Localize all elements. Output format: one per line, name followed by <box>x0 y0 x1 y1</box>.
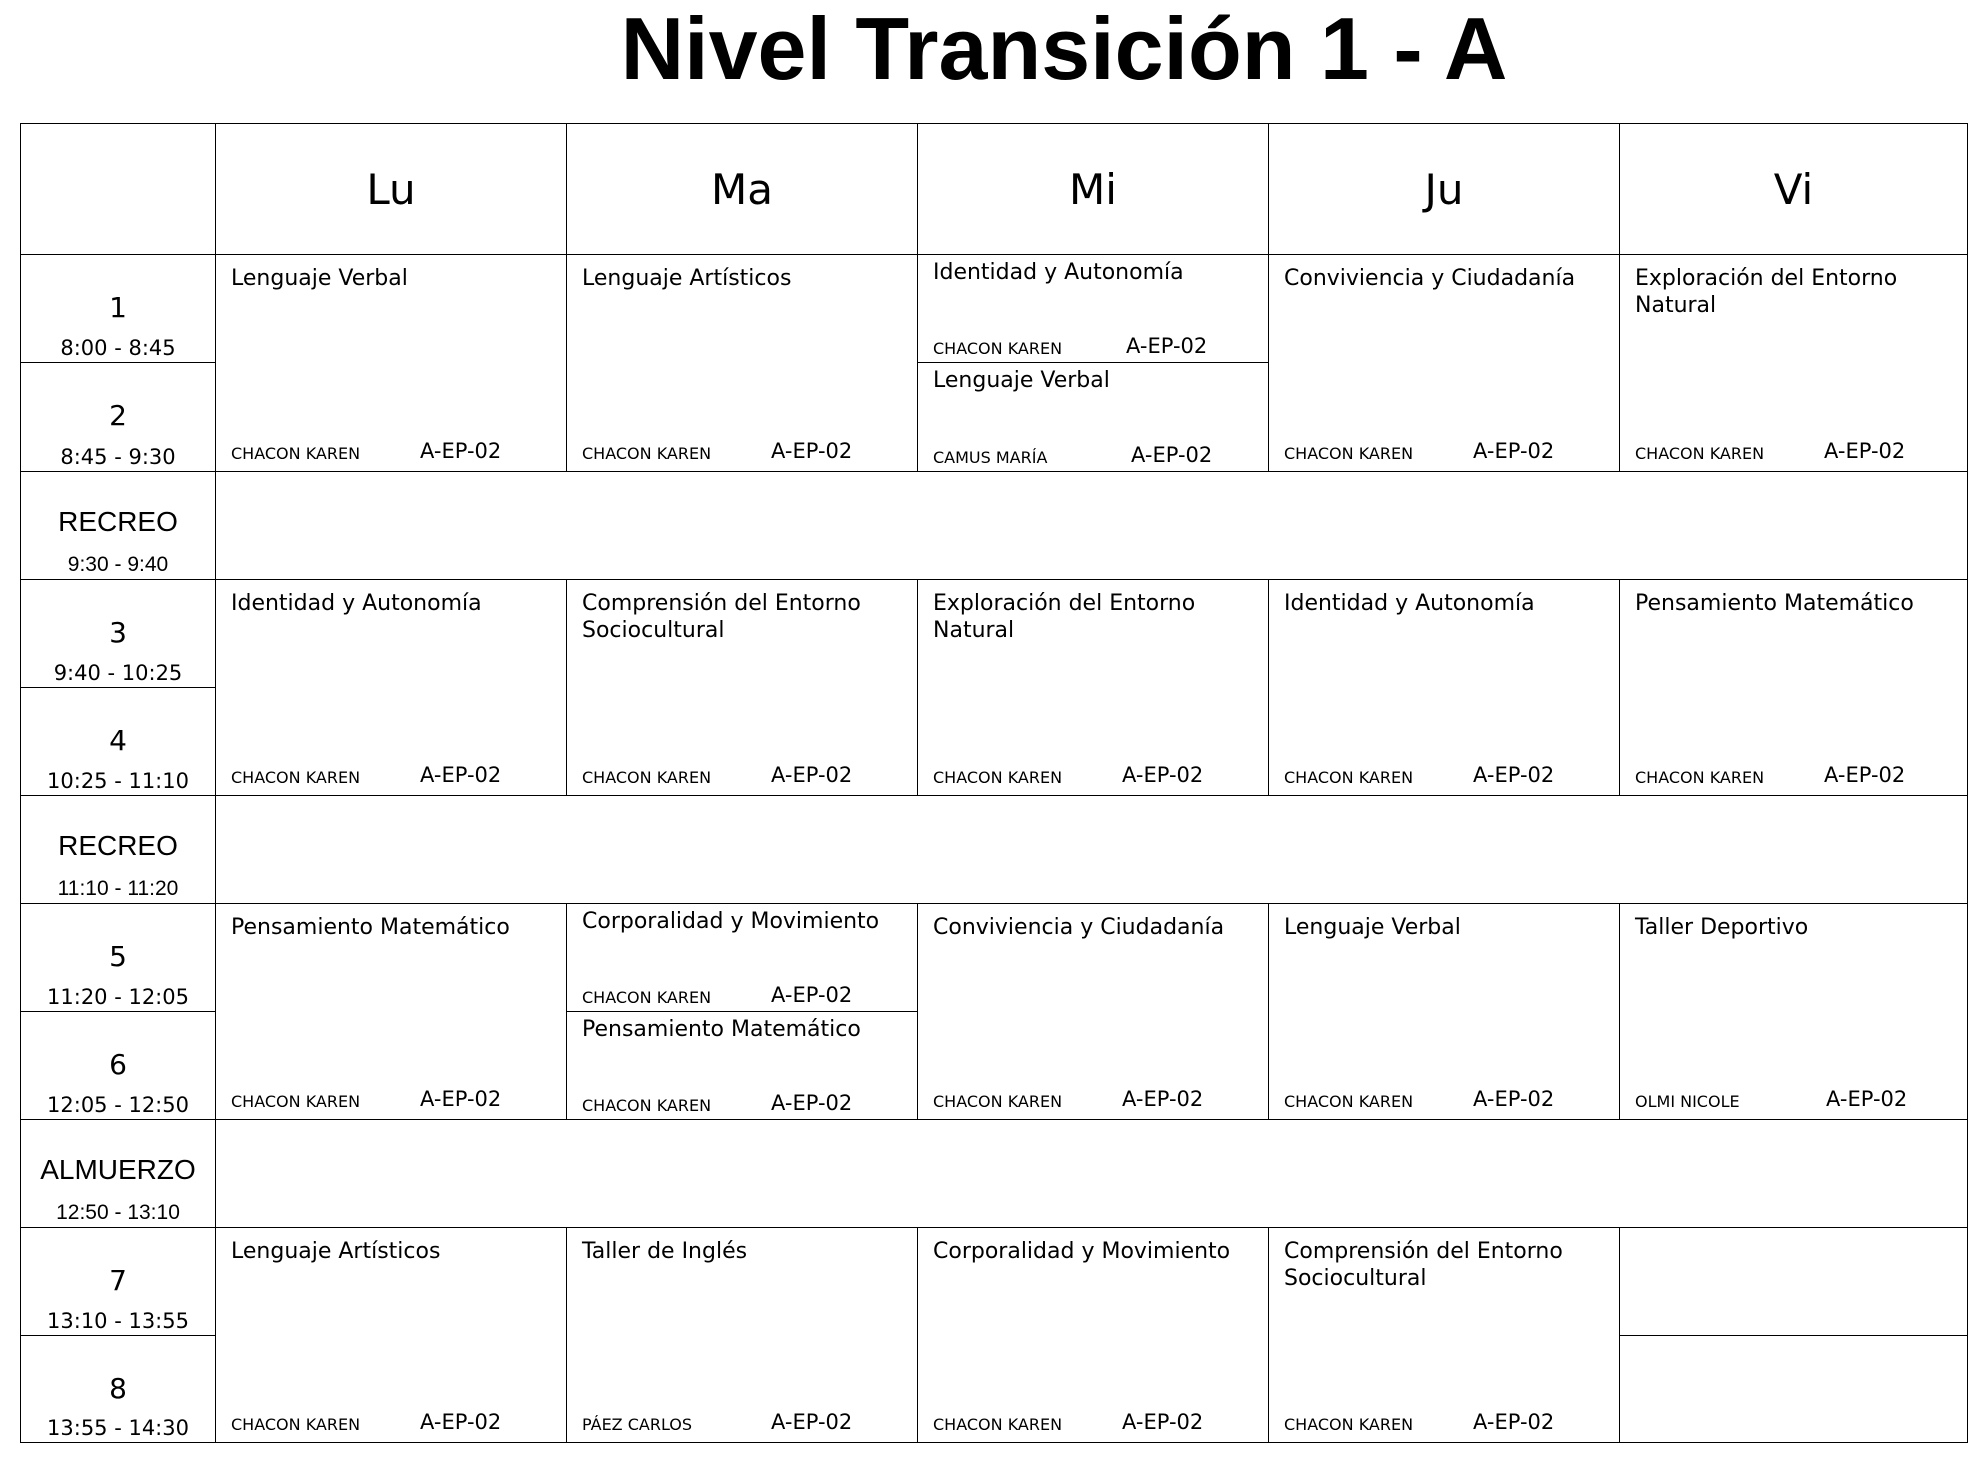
lesson-cell <box>215 903 567 1120</box>
room-code: A-EP-02 <box>771 1091 853 1115</box>
break-time: 11:10 - 11:20 <box>57 877 179 900</box>
period-number: 6 <box>109 1048 127 1081</box>
lesson-cell <box>566 579 918 796</box>
break-time: 12:50 - 13:10 <box>56 1201 180 1224</box>
period-4 <box>20 687 216 796</box>
room-code: A-EP-02 <box>1824 439 1906 463</box>
period-number: 2 <box>109 399 127 432</box>
break-recreo-2 <box>20 795 216 904</box>
subject-name: Lenguaje Artísticos <box>582 266 792 291</box>
lesson-cell <box>1619 254 1968 472</box>
subject-name: Pensamiento Matemático <box>231 915 510 940</box>
subject-name: Pensamiento Matemático <box>1635 591 1914 616</box>
teacher-name: CHACON KAREN <box>933 339 1063 358</box>
subject-name: Identidad y Autonomía <box>231 591 482 616</box>
break-span <box>215 1119 1968 1228</box>
period-number: 3 <box>109 616 127 649</box>
lesson-cell <box>566 903 918 1012</box>
lesson-cell <box>917 579 1269 796</box>
room-code: A-EP-02 <box>1122 1410 1204 1434</box>
teacher-name: CAMUS MARÍA <box>933 448 1048 467</box>
teacher-name: OLMI NICOLE <box>1635 1092 1740 1111</box>
lesson-cell <box>917 362 1269 472</box>
teacher-name: CHACON KAREN <box>582 768 712 787</box>
room-code: A-EP-02 <box>420 763 502 787</box>
empty-cell <box>1619 1335 1968 1443</box>
teacher-name: PÁEZ CARLOS <box>582 1415 693 1434</box>
period-number: 4 <box>109 724 127 757</box>
subject-name: Exploración del Entorno Natural <box>1635 266 1898 318</box>
room-code: A-EP-02 <box>771 763 853 787</box>
empty-cell <box>1619 1227 1968 1336</box>
page-title: Nivel Transición 1 - A <box>620 0 1508 98</box>
lesson-cell <box>1619 579 1968 796</box>
period-time: 10:25 - 11:10 <box>47 769 189 793</box>
break-name: RECREO <box>58 830 178 861</box>
subject-name: Lenguaje Artísticos <box>231 1239 441 1264</box>
room-code: A-EP-02 <box>1824 763 1906 787</box>
subject-name: Conviviencia y Ciudadanía <box>933 915 1225 940</box>
subject-name: Identidad y Autonomía <box>1284 591 1535 616</box>
teacher-name: CHACON KAREN <box>1635 444 1765 463</box>
room-code: A-EP-02 <box>1122 763 1204 787</box>
break-span <box>215 795 1968 904</box>
lesson-cell <box>566 1011 918 1120</box>
teacher-name: CHACON KAREN <box>231 1415 361 1434</box>
break-name: RECREO <box>58 506 178 537</box>
lesson-cell <box>1268 254 1620 472</box>
lesson-cell <box>917 1227 1269 1443</box>
break-almuerzo <box>20 1119 216 1228</box>
lesson-cell <box>215 579 567 796</box>
room-code: A-EP-02 <box>1131 443 1213 467</box>
period-number: 5 <box>109 940 127 973</box>
teacher-name: CHACON KAREN <box>582 444 712 463</box>
subject-name: Lenguaje Verbal <box>231 266 408 291</box>
room-code: A-EP-02 <box>771 439 853 463</box>
teacher-name: CHACON KAREN <box>1635 768 1765 787</box>
room-code: A-EP-02 <box>420 439 502 463</box>
period-time: 13:10 - 13:55 <box>47 1309 189 1333</box>
period-time: 12:05 - 12:50 <box>47 1093 189 1117</box>
room-code: A-EP-02 <box>1826 1087 1908 1111</box>
period-3 <box>20 579 216 688</box>
room-code: A-EP-02 <box>1122 1087 1204 1111</box>
period-time: 8:45 - 9:30 <box>60 445 176 469</box>
teacher-name: CHACON KAREN <box>933 1092 1063 1111</box>
day-header-ma: Ma <box>566 123 918 255</box>
lesson-cell <box>1268 1227 1620 1443</box>
subject-name: Comprensión del Entorno Sociocultural <box>582 591 861 643</box>
teacher-name: CHACON KAREN <box>231 1092 361 1111</box>
day-header-mi: Mi <box>917 123 1269 255</box>
lesson-cell <box>917 903 1269 1120</box>
subject-name: Taller Deportivo <box>1635 915 1809 940</box>
period-5 <box>20 903 216 1012</box>
lesson-cell <box>917 254 1269 363</box>
subject-name: Taller de Inglés <box>582 1239 748 1264</box>
period-8 <box>20 1335 216 1443</box>
teacher-name: CHACON KAREN <box>582 1096 712 1115</box>
lesson-cell <box>1268 903 1620 1120</box>
lesson-cell <box>566 1227 918 1443</box>
subject-name: Lenguaje Verbal <box>1284 915 1461 940</box>
lesson-cell <box>215 254 567 472</box>
period-1 <box>20 254 216 363</box>
period-time: 9:40 - 10:25 <box>53 661 183 685</box>
teacher-name: CHACON KAREN <box>582 988 712 1007</box>
teacher-name: CHACON KAREN <box>933 1415 1063 1434</box>
period-time: 8:00 - 8:45 <box>60 336 176 360</box>
period-number: 1 <box>109 291 127 324</box>
room-code: A-EP-02 <box>1473 763 1555 787</box>
subject-name: Exploración del Entorno Natural <box>933 591 1196 643</box>
period-number: 7 <box>109 1264 127 1297</box>
lesson-cell <box>1619 903 1968 1120</box>
period-time: 11:20 - 12:05 <box>47 985 189 1009</box>
period-6 <box>20 1011 216 1120</box>
period-2 <box>20 362 216 472</box>
lesson-cell <box>566 254 918 472</box>
teacher-name: CHACON KAREN <box>1284 768 1414 787</box>
day-header-ju: Ju <box>1268 123 1620 255</box>
room-code: A-EP-02 <box>771 1410 853 1434</box>
lesson-cell <box>215 1227 567 1443</box>
teacher-name: CHACON KAREN <box>1284 444 1414 463</box>
subject-name: Conviviencia y Ciudadanía <box>1284 266 1576 291</box>
corner-cell <box>20 123 216 255</box>
break-span <box>215 471 1968 580</box>
teacher-name: CHACON KAREN <box>1284 1415 1414 1434</box>
room-code: A-EP-02 <box>420 1087 502 1111</box>
break-name: ALMUERZO <box>40 1154 196 1185</box>
room-code: A-EP-02 <box>1473 1410 1555 1434</box>
subject-name: Identidad y Autonomía <box>933 260 1184 285</box>
subject-name: Comprensión del Entorno Sociocultural <box>1284 1239 1563 1291</box>
period-7 <box>20 1227 216 1336</box>
teacher-name: CHACON KAREN <box>1284 1092 1414 1111</box>
subject-name: Corporalidad y Movimiento <box>933 1239 1231 1264</box>
lesson-cell <box>1268 579 1620 796</box>
teacher-name: CHACON KAREN <box>231 444 361 463</box>
period-time: 13:55 - 14:30 <box>47 1416 189 1440</box>
room-code: A-EP-02 <box>420 1410 502 1434</box>
room-code: A-EP-02 <box>1473 439 1555 463</box>
subject-name: Corporalidad y Movimiento <box>582 909 880 934</box>
room-code: A-EP-02 <box>771 983 853 1007</box>
break-recreo-1 <box>20 471 216 580</box>
subject-name: Lenguaje Verbal <box>933 368 1110 393</box>
day-header-lu: Lu <box>215 123 567 255</box>
period-number: 8 <box>109 1372 127 1405</box>
room-code: A-EP-02 <box>1473 1087 1555 1111</box>
teacher-name: CHACON KAREN <box>933 768 1063 787</box>
teacher-name: CHACON KAREN <box>231 768 361 787</box>
break-time: 9:30 - 9:40 <box>67 553 169 576</box>
subject-name: Pensamiento Matemático <box>582 1017 861 1042</box>
room-code: A-EP-02 <box>1126 334 1208 358</box>
day-header-vi: Vi <box>1619 123 1968 255</box>
